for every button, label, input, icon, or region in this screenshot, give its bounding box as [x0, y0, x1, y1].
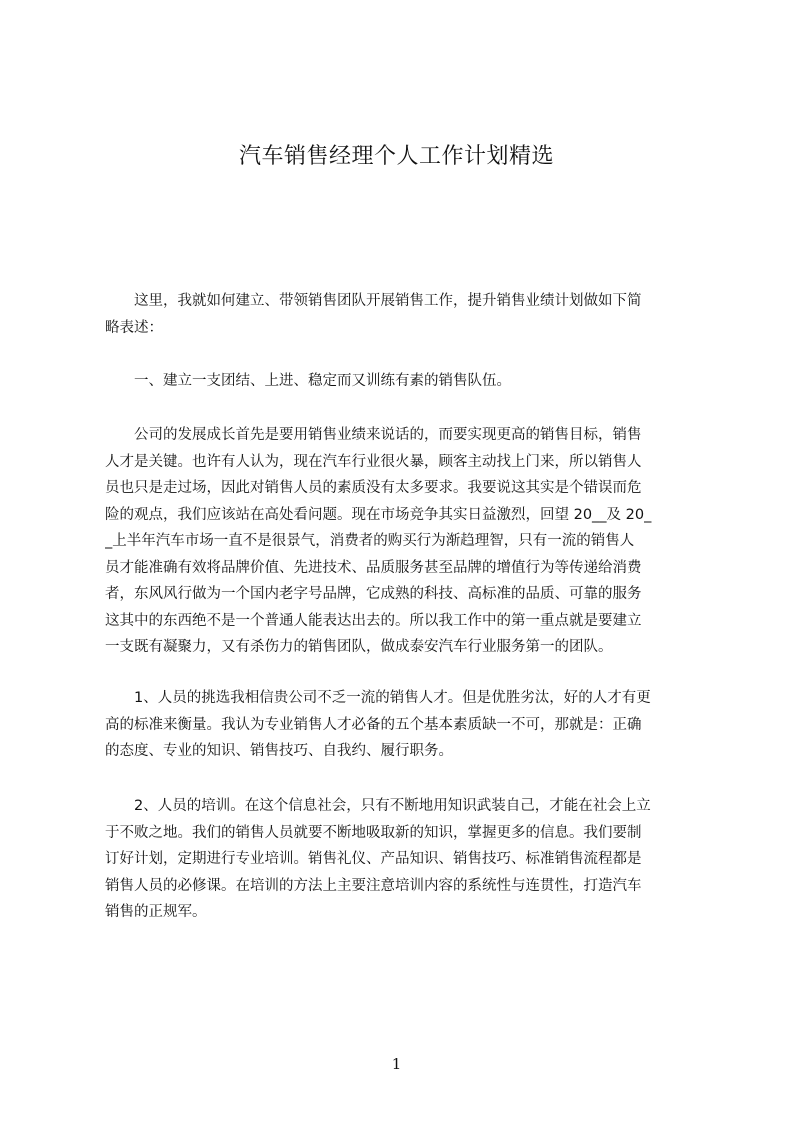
text-line: 的态度、专业的知识、销售技巧、自我约、履行职务。	[105, 743, 453, 759]
page-number: 1	[391, 1055, 402, 1073]
paragraph-body	[105, 422, 701, 661]
text-line: 员才能准确有效将品牌价值、先进技术、品质服务甚至品牌的增值行为等传递给消费	[105, 559, 642, 576]
text-line: 公司的发展成长首先是要用销售业绩来说话的，而要实现更高的销售目标，销售	[105, 427, 642, 443]
document-title: 汽车销售经理个人工作计划精选	[238, 144, 554, 169]
text-line: 于不败之地。我们的销售人员就要不断地吸取新的知识，掌握更多的信息。我们要制	[105, 824, 642, 841]
text-line: 这里，我就如何建立、带领销售团队开展销售工作，提升销售业绩计划做如下简	[105, 293, 642, 309]
paragraph-section-heading	[105, 368, 701, 395]
text-line: 者，东风风行做为一个国内老字号品牌，它成熟的科技、高标准的品质、可靠的服务	[105, 586, 642, 602]
text-line: 一、建立一支团结、上进、稳定而又训练有素的销售队伍。	[105, 373, 511, 389]
text-line: 2、人员的培训。在这个信息社会，只有不断地用知识武装自己，才能在社会上立	[105, 798, 651, 814]
text-line: 1、人员的挑选我相信贵公司不乏一流的销售人才。但是优胜劣汰，好的人才有更	[105, 690, 651, 706]
paragraph-item-2	[105, 793, 701, 926]
text-line: 员也只是走过场，因此对销售人员的素质没有太多要求。我要说这其实是个错误而危	[105, 480, 642, 496]
text-line: 险的观点，我们应该站在高处看问题。现在市场竞争其实日益激烈，回望 20__及 20_	[105, 506, 652, 523]
text-line: 销售的正规军。	[105, 904, 207, 920]
paragraph-intro	[105, 288, 701, 341]
text-line: 略表述：	[105, 319, 163, 336]
paragraph-item-1	[105, 685, 701, 765]
text-line: 订好计划，定期进行专业培训。销售礼仪、产品知识、销售技巧、标准销售流程都是	[105, 851, 642, 867]
text-line: 一支既有凝聚力，又有杀伤力的销售团队，做成泰安汽车行业服务第一的团队。	[105, 639, 613, 655]
text-line: 销售人员的必修课。在培训的方法上主要注意培训内容的系统性与连贯性，打造汽车	[105, 877, 642, 894]
text-line: 高的标准来衡量。我认为专业销售人才必备的五个基本素质缺一不可，那就是：正确	[105, 716, 642, 733]
text-line: 这其中的东西绝不是一个普通人能表达出去的。所以我工作中的第一重点就是要建立	[105, 612, 642, 629]
text-line: _上半年汽车市场一直不是很景气，消费者的购买行为渐趋理智，只有一流的销售人	[105, 533, 635, 549]
text-line: 人才是关键。也许有人认为，现在汽车行业很火暴，顾客主动找上门来，所以销售人	[105, 453, 642, 470]
